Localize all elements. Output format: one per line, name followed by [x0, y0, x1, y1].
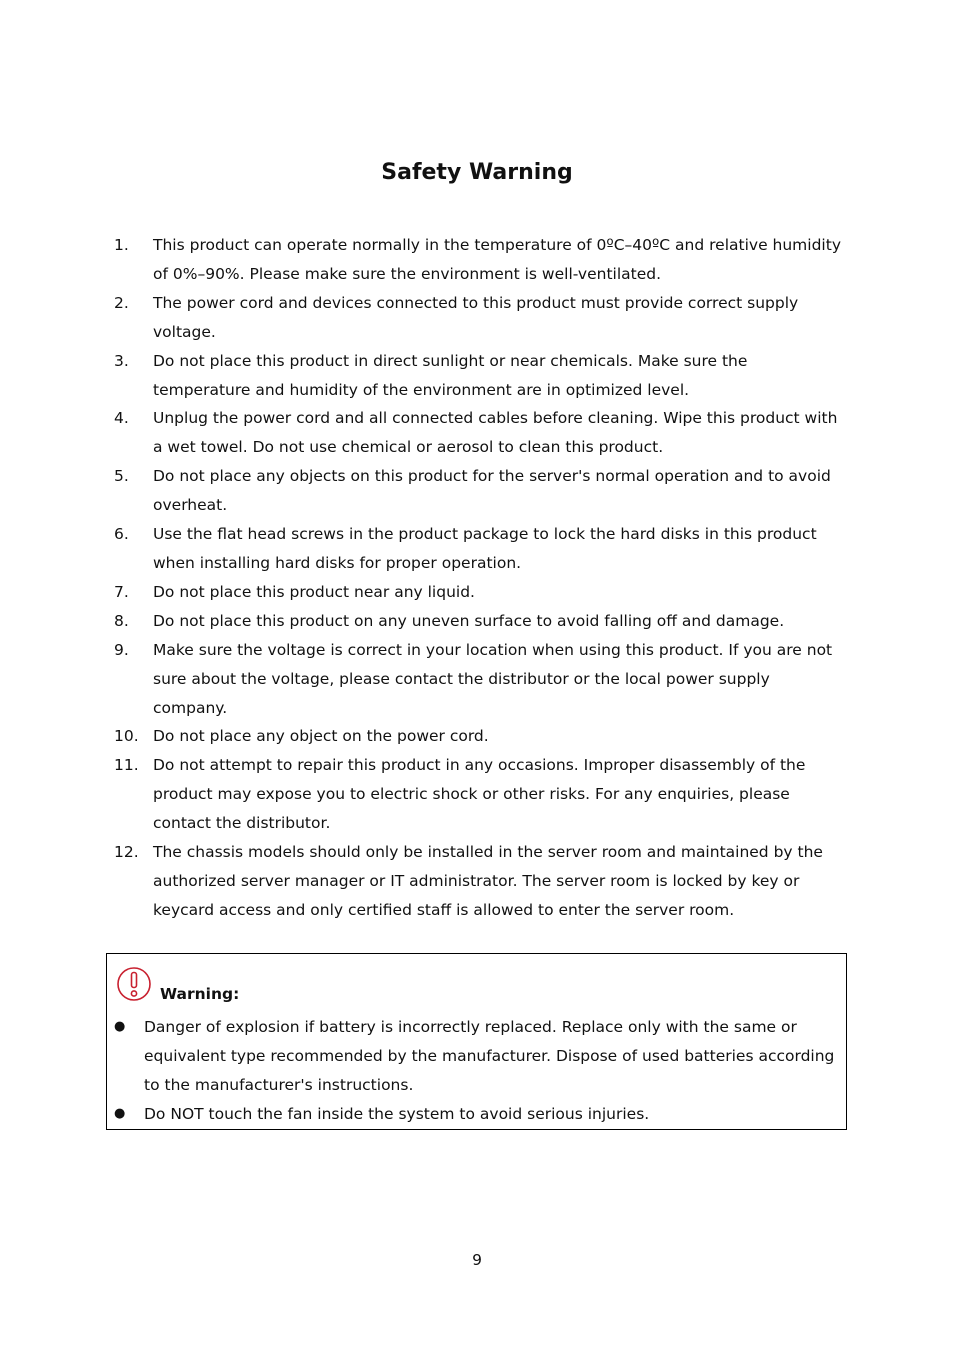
item-number: 7.	[114, 582, 129, 601]
item-number: 8.	[114, 611, 129, 630]
list-item	[114, 722, 844, 751]
warning-item	[114, 1013, 842, 1100]
warning-header	[116, 966, 239, 1002]
list-item	[114, 607, 844, 636]
item-text: Do not place this product in direct sunlight or near chemicals. Make sure the temperature and humidity of the environment are in optimized level.	[153, 351, 748, 399]
item-text: Do not place any object on the power cord.	[153, 727, 489, 746]
item-number: 10.	[114, 727, 139, 746]
list-item	[114, 404, 844, 462]
item-number: 12.	[114, 843, 139, 862]
list-item	[114, 636, 844, 723]
item-text: Do not place this product on any uneven surface to avoid falling off and damage.	[153, 611, 785, 630]
bullet: ●	[114, 1019, 126, 1034]
list-item	[114, 462, 844, 520]
warning-text: Danger of explosion if battery is incorrectly replaced. Replace only with the same or equivalent type recommended by the manufacturer. Dispose of used batteries according to the manufacturer's instructions.	[144, 1018, 835, 1094]
item-number: 2.	[114, 293, 129, 312]
warning-box	[106, 953, 847, 1130]
safety-list	[114, 231, 844, 925]
item-number: 3.	[114, 351, 129, 370]
item-number: 5.	[114, 467, 129, 486]
bullet: ●	[114, 1105, 126, 1121]
warning-list	[114, 1013, 842, 1129]
item-text: Do not place any objects on this product for the server's normal operation and to avoid overheat.	[153, 467, 831, 515]
item-text: Make sure the voltage is correct in your location when using this product. If you are not sure about the voltage, please contact the distributor or the local power supply company.	[153, 640, 833, 717]
warning-item	[114, 1100, 842, 1129]
page-title: Safety Warning	[381, 160, 573, 185]
item-text: The power cord and devices connected to this product must provide correct supply voltage.	[153, 293, 799, 341]
item-number: 6.	[114, 525, 129, 544]
list-item	[114, 578, 844, 607]
item-text: Do not place this product near any liquid.	[153, 582, 475, 601]
warning-text: Do NOT touch the fan inside the system to avoid serious injuries.	[144, 1104, 650, 1123]
list-item	[114, 520, 844, 578]
list-item	[114, 751, 844, 838]
item-number: 4.	[114, 409, 129, 428]
list-item	[114, 289, 844, 347]
list-item	[114, 231, 844, 289]
item-text: The chassis models should only be installed in the server room and maintained by the authorized server manager or IT administrator. The server room is locked by key or keycard access and only certified staff is allowed to enter the server room.	[153, 843, 823, 919]
item-number: 1.	[114, 236, 129, 254]
exclamation-circle-icon	[116, 966, 152, 1002]
item-number: 11.	[114, 756, 139, 775]
warning-label: Warning:	[160, 985, 240, 1003]
item-text: Do not attempt to repair this product in any occasions. Improper disassembly of the product may expose you to electric shock or other risks. For any enquiries, please contact the distributor.	[153, 756, 806, 833]
list-item	[114, 838, 844, 925]
page-number: 9	[472, 1251, 482, 1269]
item-text: Use the flat head screws in the product package to lock the hard disks in this product when installing hard disks for proper operation.	[153, 525, 817, 572]
item-text: This product can operate normally in the temperature of 0ºC–40ºC and relative humidity of 0%–90%. Please make sure the environment is well-ventilated.	[153, 236, 841, 283]
list-item	[114, 347, 844, 405]
item-text: Unplug the power cord and all connected cables before cleaning. Wipe this product with a wet towel. Do not use chemical or aerosol to clean this product.	[153, 409, 838, 457]
item-number: 9.	[114, 640, 129, 659]
